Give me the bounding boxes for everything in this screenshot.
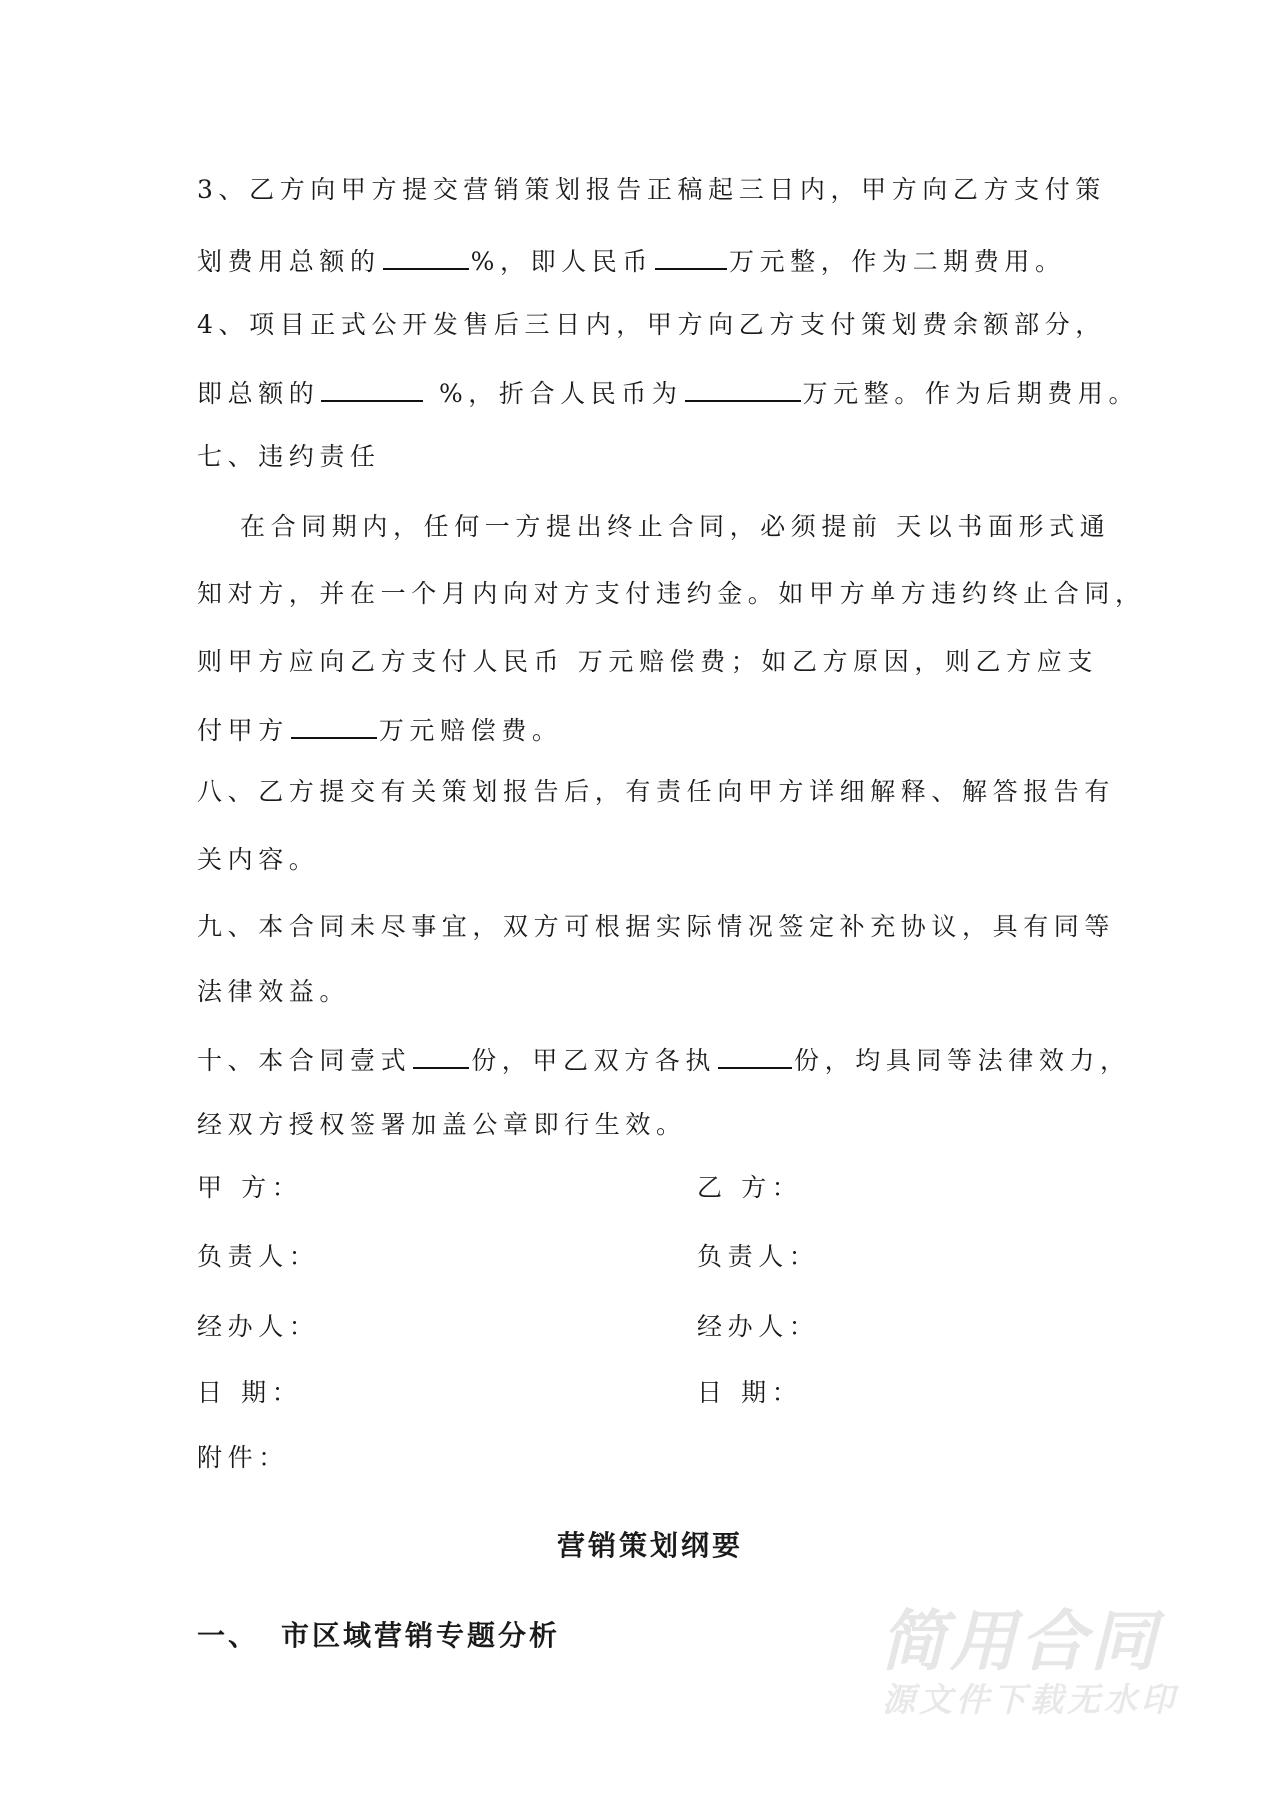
party-b-date-label: 日 期： bbox=[697, 1378, 803, 1407]
section-7-text-b: 万元赔偿费。 bbox=[378, 716, 563, 745]
clause-4-text-a: 即总额的 bbox=[197, 379, 320, 408]
party-a-handler-label: 经办人： bbox=[197, 1312, 320, 1341]
outline-title: 营销策划纲要 bbox=[557, 1529, 744, 1562]
clause-3-line-1: 3、乙方向甲方提交营销策划报告正稿起三日内，甲方向乙方支付策 bbox=[197, 175, 1106, 204]
section-10-line-2: 经双方授权签署加盖公章即行生效。 bbox=[197, 1110, 687, 1139]
section-9-line-1: 九、本合同未尽事宜，双方可根据实际情况签定补充协议，具有同等 bbox=[197, 912, 1116, 941]
copies-each-blank-field[interactable] bbox=[718, 1037, 792, 1069]
section-7-text-a: 付甲方 bbox=[197, 716, 289, 745]
section-7-para-line-3: 则甲方应向乙方支付人民币 万元赔偿费；如乙方原因，则乙方应支 bbox=[197, 647, 1098, 676]
party-a-label: 甲 方： bbox=[197, 1173, 303, 1202]
section-8-line-2: 关内容。 bbox=[197, 845, 320, 874]
clause-4-line-2 bbox=[197, 370, 1139, 410]
clause-3-line-2 bbox=[197, 238, 1066, 278]
outline-section-1-number: 一、 bbox=[197, 1619, 260, 1652]
compensation-blank-field[interactable] bbox=[291, 707, 377, 739]
section-10-text-c: 份，均具同等法律效力， bbox=[794, 1046, 1131, 1075]
clause-3-text-c: 万元整，作为二期费用。 bbox=[728, 247, 1066, 276]
party-b-person-in-charge-label: 负责人： bbox=[697, 1242, 820, 1271]
section-9-line-2: 法律效益。 bbox=[197, 977, 351, 1006]
section-7-para-line-2: 知对方，并在一个月内向对方支付违约金。如甲方单方违约终止合同， bbox=[197, 579, 1146, 608]
watermark-brand: 简用合同 bbox=[880, 1603, 1160, 1680]
party-a-person-in-charge-label: 负责人： bbox=[197, 1242, 320, 1271]
party-b-label: 乙 方： bbox=[697, 1173, 803, 1202]
watermark-slogan: 源文件下载无水印 bbox=[882, 1680, 1178, 1719]
clause-4-text-b: %，折合人民币为 bbox=[425, 379, 683, 408]
section-7-para-line-1: 在合同期内，任何一方提出终止合同，必须提前 天以书面形式通 bbox=[240, 512, 1111, 541]
percent-blank-field[interactable] bbox=[383, 238, 469, 270]
section-7-para-line-4 bbox=[197, 707, 562, 747]
copies-total-blank-field[interactable] bbox=[413, 1037, 469, 1069]
section-10-line-1 bbox=[197, 1037, 1131, 1077]
amount-blank-field[interactable] bbox=[685, 370, 801, 402]
section-10-text-b: 份，甲乙双方各执 bbox=[471, 1046, 717, 1075]
clause-4-text-c: 万元整。作为后期费用。 bbox=[802, 379, 1140, 408]
amount-blank-field[interactable] bbox=[655, 238, 727, 270]
section-10-text-a: 十、本合同壹式 bbox=[197, 1046, 412, 1075]
party-a-date-label: 日 期： bbox=[197, 1378, 303, 1407]
clause-4-line-1: 4、项目正式公开发售后三日内，甲方向乙方支付策划费余额部分， bbox=[197, 310, 1106, 339]
section-8-line-1: 八、乙方提交有关策划报告后，有责任向甲方详细解释、解答报告有 bbox=[197, 777, 1116, 806]
party-b-handler-label: 经办人： bbox=[697, 1312, 820, 1341]
clause-3-text-b: %，即人民币 bbox=[470, 247, 653, 276]
outline-section-1-title: 市区域营销专题分析 bbox=[281, 1619, 561, 1652]
percent-blank-field[interactable] bbox=[321, 370, 423, 402]
outline-section-1 bbox=[197, 1614, 560, 1654]
attachment-label: 附件： bbox=[197, 1443, 289, 1472]
section-7-title: 七、违约责任 bbox=[197, 442, 381, 471]
clause-3-text-a: 划费用总额的 bbox=[197, 247, 381, 276]
